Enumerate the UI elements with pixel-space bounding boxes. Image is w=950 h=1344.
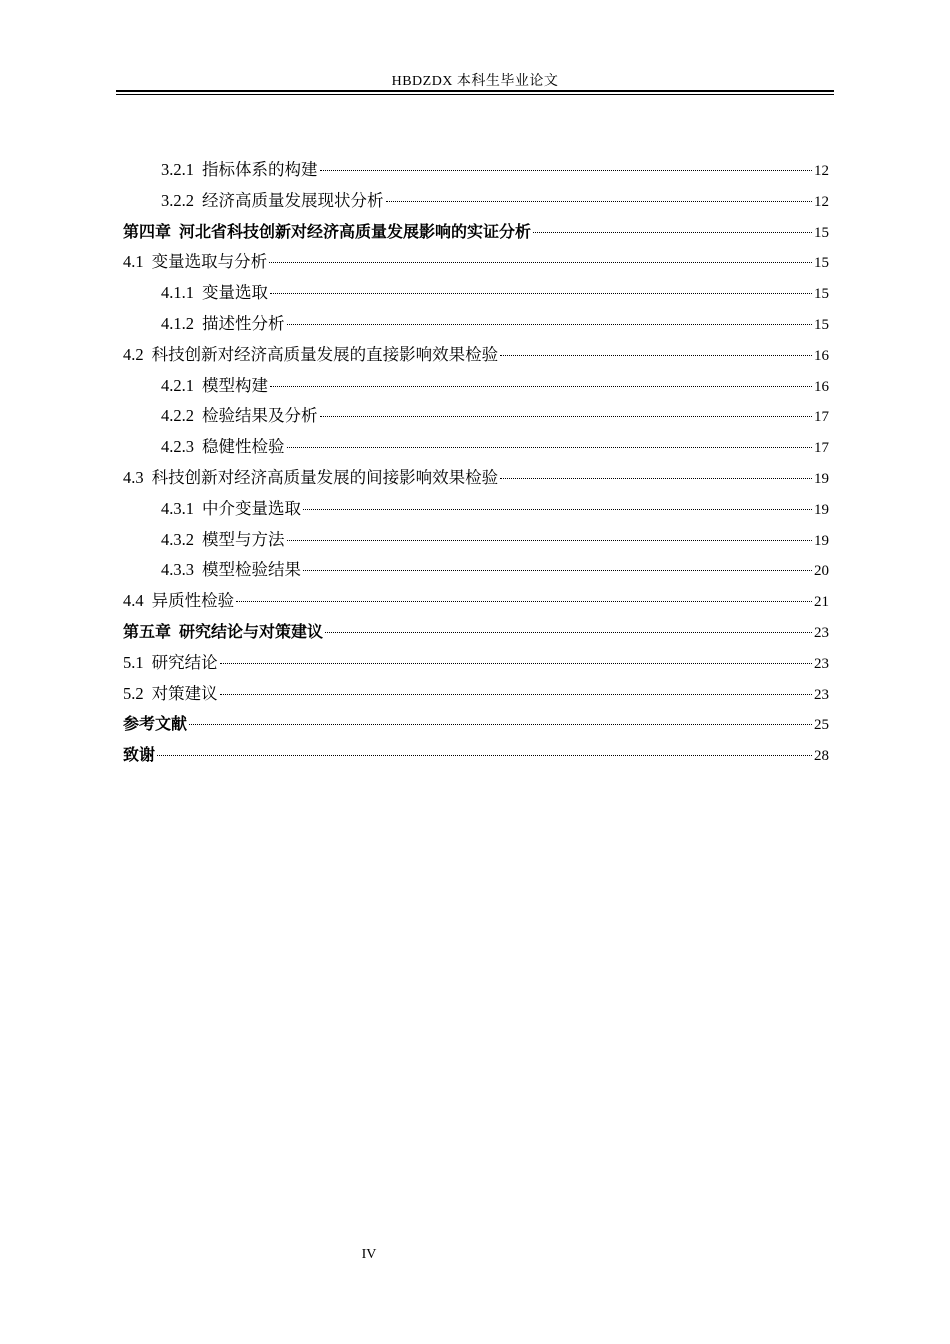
toc-entry[interactable]: [123, 309, 829, 340]
toc-dot-leader: [533, 232, 812, 233]
toc-entry[interactable]: [123, 555, 829, 586]
toc-entry-title: 科技创新对经济高质量发展的间接影响效果检验: [151, 467, 499, 487]
toc-entry[interactable]: [123, 340, 829, 371]
toc-entry-title: 科技创新对经济高质量发展的直接影响效果检验: [151, 344, 499, 364]
toc-entry-title: 模型检验结果: [202, 560, 301, 580]
toc-entry-page: 15: [814, 224, 829, 241]
toc-entry-number: 4.2.2: [161, 406, 194, 426]
toc-dot-leader: [287, 447, 813, 448]
toc-dot-leader: [320, 170, 813, 171]
toc-entry-number: 4.3.3: [161, 560, 194, 580]
toc-entry-number: 4.4: [123, 591, 144, 611]
toc-entry-title: 异质性检验: [151, 591, 235, 611]
toc-dot-leader: [236, 601, 812, 602]
toc-entry-page: 28: [814, 748, 829, 765]
toc-entry-number: 5.2: [123, 683, 144, 703]
toc-entry[interactable]: [123, 525, 829, 556]
toc-entry-page: 12: [814, 193, 829, 210]
toc-entry-page: 19: [814, 470, 829, 487]
toc-entry-number: 4.3.1: [161, 498, 194, 518]
toc-entry[interactable]: [123, 155, 829, 186]
toc-entry-number: 3.2.1: [161, 160, 194, 179]
toc-entry-number: 4.1.1: [161, 283, 194, 303]
toc-entry-number: 第五章: [123, 621, 172, 641]
toc-entry-title: 模型与方法: [202, 529, 285, 549]
header-rule-thick: [116, 90, 834, 92]
toc-entry-page: 23: [814, 624, 829, 641]
toc-entry[interactable]: [123, 186, 829, 217]
toc-dot-leader: [287, 324, 813, 325]
toc-entry[interactable]: [123, 401, 829, 432]
toc-entry[interactable]: [123, 432, 829, 463]
toc-entry-page: 20: [814, 563, 829, 580]
toc-entry-page: 19: [814, 501, 829, 518]
toc-entry-page: 23: [814, 686, 829, 703]
toc-entry-title: 河北省科技创新对经济高质量发展影响的实证分析: [179, 221, 532, 241]
toc-entry-title: 致谢: [123, 745, 156, 765]
toc-entry-number: 4.2: [123, 344, 144, 364]
toc-entry-number: 4.1.2: [161, 313, 194, 333]
toc-dot-leader: [189, 724, 812, 725]
toc-entry[interactable]: [123, 463, 829, 494]
toc-dot-leader: [220, 663, 812, 664]
toc-entry[interactable]: [123, 217, 829, 248]
toc-entry[interactable]: [123, 371, 829, 402]
toc-entry-title: 变量选取与分析: [151, 252, 268, 272]
table-of-contents: [123, 155, 829, 771]
toc-entry-page: 21: [814, 594, 829, 611]
toc-entry-number: 4.2.1: [161, 375, 194, 395]
toc-entry-page: 16: [814, 347, 829, 364]
toc-entry-title: 变量选取: [202, 283, 268, 303]
toc-dot-leader: [270, 293, 812, 294]
running-header: HBDZDX 本科生毕业论文: [391, 74, 559, 89]
toc-entry-number: 第四章: [123, 221, 172, 241]
toc-dot-leader: [220, 694, 812, 695]
toc-entry[interactable]: [123, 247, 829, 278]
toc-entry-number: 4.3: [123, 467, 144, 487]
toc-entry-page: 16: [814, 378, 829, 395]
toc-entry-page: 23: [814, 655, 829, 672]
toc-entry-page: 15: [814, 316, 829, 333]
toc-entry-page: 25: [814, 717, 829, 734]
toc-entry-title: 经济高质量发展现状分析: [202, 190, 384, 210]
toc-entry-page: 15: [814, 286, 829, 303]
toc-dot-leader: [303, 570, 812, 571]
toc-dot-leader: [157, 755, 812, 756]
toc-entry-number: 5.1: [123, 652, 144, 672]
toc-entry-number: 4.2.3: [161, 437, 194, 457]
toc-entry-page: 15: [814, 255, 829, 272]
toc-entry-title: 参考文献: [123, 714, 188, 734]
toc-entry-title: 稳健性检验: [202, 437, 285, 457]
toc-entry[interactable]: [123, 679, 829, 710]
toc-entry-page: 12: [814, 163, 829, 179]
toc-entry-title: 指标体系的构建: [202, 160, 318, 179]
toc-entry[interactable]: [123, 494, 829, 525]
toc-entry-page: 17: [814, 409, 829, 426]
toc-entry-title: 研究结论: [151, 652, 218, 672]
toc-dot-leader: [320, 416, 813, 417]
toc-dot-leader: [386, 201, 813, 202]
toc-entry-number: 4.1: [123, 252, 144, 272]
toc-dot-leader: [269, 262, 812, 263]
toc-entry-title: 检验结果及分析: [202, 406, 318, 426]
toc-entry[interactable]: [123, 617, 829, 648]
toc-dot-leader: [325, 632, 812, 633]
toc-entry-title: 描述性分析: [202, 313, 285, 333]
toc-entry-title: 研究结论与对策建议: [179, 621, 324, 641]
toc-dot-leader: [287, 540, 813, 541]
toc-entry-number: 4.3.2: [161, 529, 194, 549]
toc-entry[interactable]: [123, 586, 829, 617]
toc-entry-title: 模型构建: [202, 375, 268, 395]
toc-entry[interactable]: [123, 740, 829, 771]
toc-dot-leader: [500, 478, 812, 479]
toc-entry-number: 3.2.2: [161, 190, 194, 210]
toc-entry[interactable]: [123, 278, 829, 309]
toc-entry-title: 对策建议: [151, 683, 218, 703]
toc-entry[interactable]: [123, 709, 829, 740]
toc-dot-leader: [270, 386, 812, 387]
page-number: IV: [361, 1247, 377, 1262]
toc-entry-title: 中介变量选取: [202, 498, 301, 518]
toc-entry[interactable]: [123, 648, 829, 679]
toc-dot-leader: [303, 509, 812, 510]
toc-dot-leader: [500, 355, 812, 356]
toc-entry-page: 19: [814, 532, 829, 549]
toc-entry-page: 17: [814, 440, 829, 457]
header-rule-thin: [116, 94, 834, 95]
